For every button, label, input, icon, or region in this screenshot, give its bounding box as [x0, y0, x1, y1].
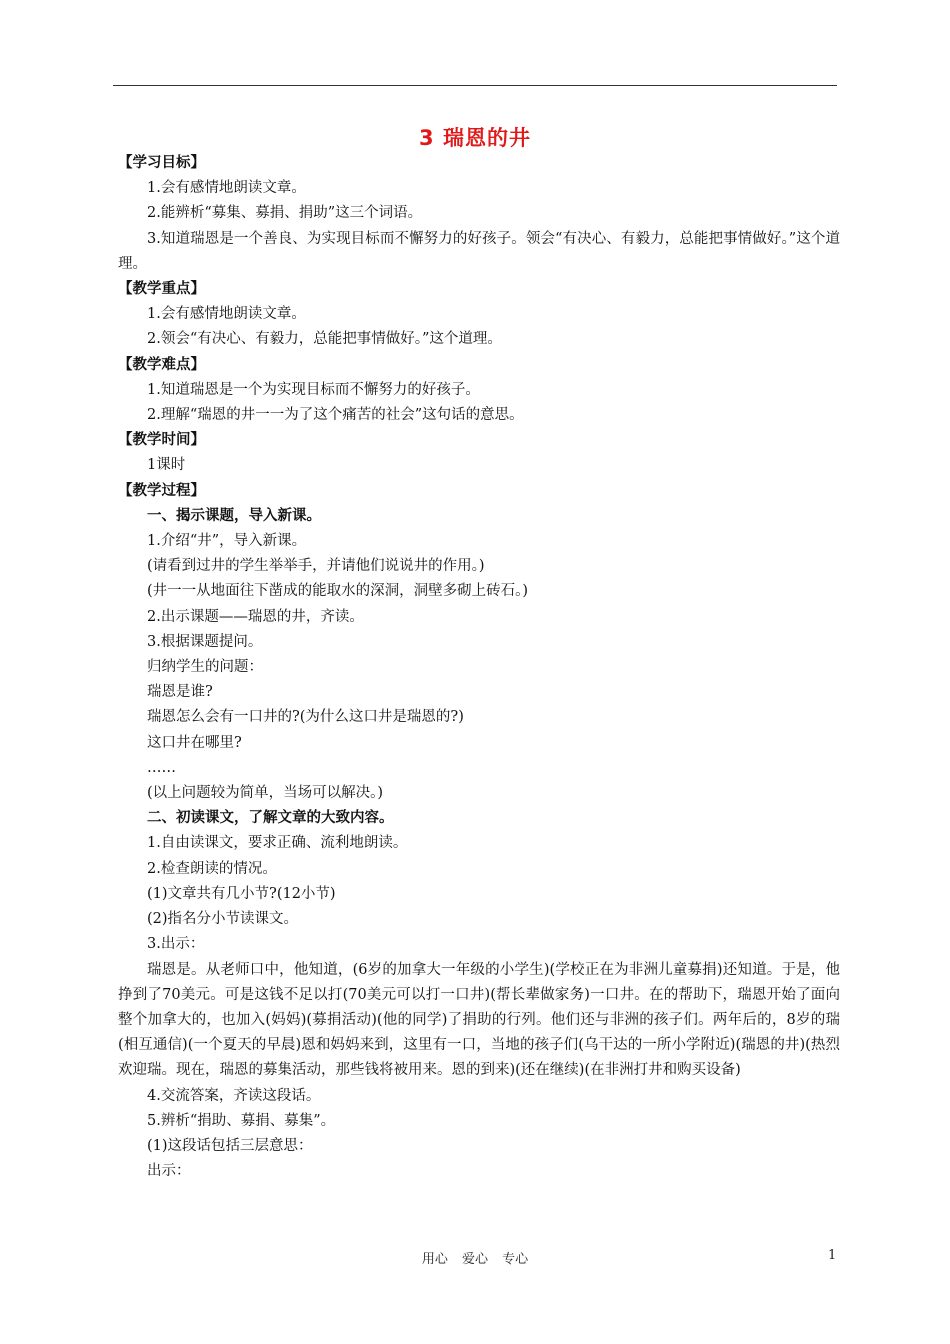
time-value: 1课时 — [147, 457, 186, 474]
process-line: 归纳学生的问题： — [147, 659, 263, 676]
process-line: 出示： — [147, 1163, 191, 1180]
process-line: (1)文章共有几小节?(12小节) — [147, 885, 336, 902]
process-part-1-heading: 一、揭示课题，导入新课。 — [147, 507, 321, 524]
page-title: 3 瑞恩的井 — [419, 126, 531, 150]
process-line: 2.检查朗读的情况。 — [147, 860, 277, 877]
section-heading-goals: 【学习目标】 — [118, 155, 205, 171]
process-line: 3.根据课题提问。 — [147, 633, 263, 650]
process-line: 4.交流答案，齐读这段话。 — [147, 1087, 321, 1104]
key-point-2: 2.领会“有决心、有毅力，总能把事情做好。”这个道理。 — [147, 331, 502, 348]
process-line: 1.介绍“井”，导入新课。 — [147, 533, 307, 550]
process-line: (井一一从地面往下凿成的能取水的深洞，洞壁多砌上砖石。) — [147, 583, 529, 600]
fill-in-paragraph: 瑞恩是。从老师口中，他知道，(6岁的加拿大一年级的小学生)(学校正在为非洲儿童募捐)还知道。于是，他挣到了70美元。可是这钱不足以打(70美元可以打一口井)(帮长辈做家务)一口井。在的帮助下，瑞恩开始了面向整个加拿大的，也加入(妈妈)(募捐活动)(他的同学)了捐助的行列。他们还与非洲的孩子们。两年后的，8岁的瑞(相互通信)(一个夏天的早晨)恩和妈妈来到，这里有一口，当地的孩子们(乌干达的一所小学附近)(瑞恩的井)(热烈欢迎瑞。现在，瑞恩的募集活动，那些钱将被用来。恩的到来)(还在继续)(在非洲打井和购买设备) — [118, 961, 840, 1079]
page-number: 1 — [828, 1248, 837, 1263]
key-point-1: 1.会有感情地朗读文章。 — [147, 306, 306, 323]
footer-motto: 用心 爱心 专心 — [421, 1252, 529, 1267]
goal-item-3: 3.知道瑞恩是一个善良、为实现目标而不懈努力的好孩子。领会“有决心、有毅力，总能把事情做好。”这个道理。 — [118, 230, 840, 272]
goal-item-1: 1.会有感情地朗读文章。 — [147, 180, 306, 197]
document-body — [118, 151, 840, 1184]
process-line: 3.出示： — [147, 936, 205, 953]
difficulty-2: 2.理解“瑞恩的井一一为了这个痛苦的社会”这句话的意思。 — [147, 407, 524, 424]
process-line: (请看到过井的学生举举手，并请他们说说井的作用。) — [147, 558, 485, 575]
difficulty-1: 1.知道瑞恩是一个为实现目标而不懈努力的好孩子。 — [147, 381, 480, 398]
header-rule — [113, 85, 837, 86]
process-line: 5.辨析“捐助、募捐、募集”。 — [147, 1112, 336, 1129]
goal-item-2: 2.能辨析“募集、募捐、捐助”这三个词语。 — [147, 205, 423, 222]
section-heading-difficulties: 【教学难点】 — [118, 356, 205, 373]
ellipsis-line: …… — [147, 759, 176, 776]
process-line: 1.自由读课文，要求正确、流利地朗读。 — [147, 835, 408, 852]
process-line: 2.出示课题——瑞恩的井，齐读。 — [147, 608, 364, 625]
section-heading-key-points: 【教学重点】 — [118, 281, 205, 298]
process-line: (1)这段话包括三层意思： — [147, 1137, 313, 1154]
question-line: 这口井在哪里? — [147, 734, 242, 751]
process-line: (以上问题较为简单，当场可以解决。) — [147, 785, 384, 802]
question-line: 瑞恩怎么会有一口井的?(为什么这口井是瑞恩的?) — [147, 709, 464, 726]
process-line: (2)指名分小节读课文。 — [147, 911, 299, 928]
process-part-2-heading: 二、初读课文，了解文章的大致内容。 — [147, 810, 394, 827]
section-heading-process: 【教学过程】 — [118, 482, 205, 499]
section-heading-time: 【教学时间】 — [118, 432, 205, 449]
question-line: 瑞恩是谁? — [147, 684, 213, 701]
